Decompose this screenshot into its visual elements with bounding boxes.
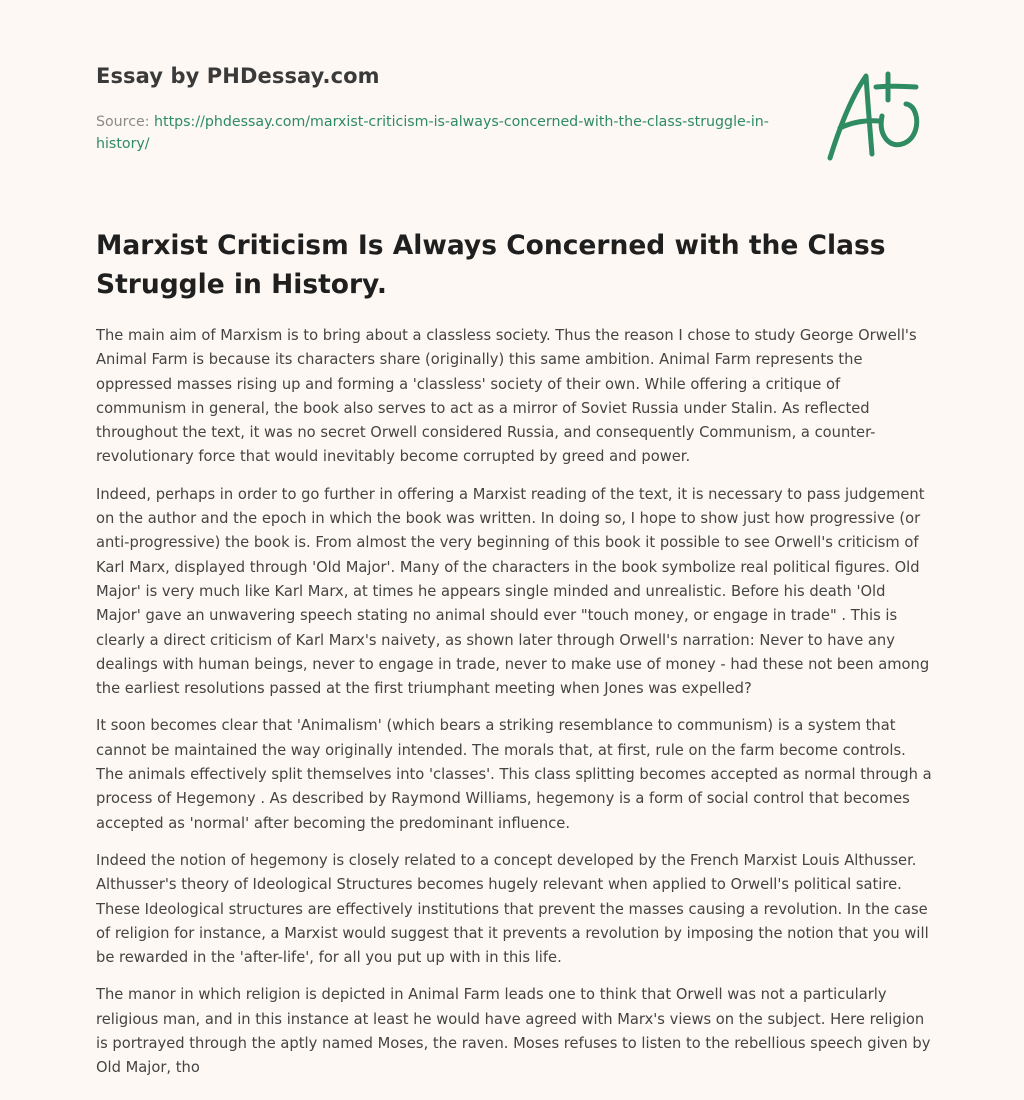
- source-line: [96, 111, 796, 155]
- essay-paragraph: Indeed the notion of hegemony is closely related to a concept developed by the French Marxist Louis Althusser. Althusser's theory of Ideological Structures becomes hugely relevant when applied to Orwell's political satire. These Ideological structures are effectively institutions that prevent the masses causing a revolution. In the case of religion for instance, a Marxist would suggest that it prevents a revolution by imposing the notion that you will be rewarded in the 'after-life', for all you put up with in this life.: [96, 851, 929, 967]
- source-label: Source:: [96, 114, 155, 130]
- a-plus-grade-icon: [822, 66, 930, 166]
- essay-title: Marxist Criticism Is Always Concerned with the Class Struggle in History.: [96, 230, 886, 300]
- essay-paragraph: The manor in which religion is depicted in Animal Farm leads one to think that Orwell was not a particularly religious man, and in this instance at least he would have agreed with Marx's views on the subject. Here religion is portrayed through the aptly named Moses, the raven. Moses refuses to listen to the rebellious speech given by Old Major, tho: [96, 986, 931, 1077]
- brand-title: Essay by PHDessay.com: [96, 64, 380, 88]
- essay-paragraph: It soon becomes clear that 'Animalism' (which bears a striking resemblance to communism) is a system that cannot be maintained the way originally intended. The morals that, at first, rule on the farm become controls. The animals effectively split themselves into 'classes'. This class splitting becomes accepted as normal through a process of Hegemony . As described by Raymond Williams, hegemony is a form of social control that becomes accepted as 'normal' after becoming the predominant influence.: [96, 717, 932, 832]
- essay-body: [96, 324, 932, 1094]
- source-link[interactable]: https://phdessay.com/marxist-criticism-is-always-concerned-with-the-class-struggle-in-history/: [96, 114, 769, 152]
- essay-header: [96, 64, 796, 155]
- essay-paragraph: The main aim of Marxism is to bring about a classless society. Thus the reason I chose to study George Orwell's Animal Farm is because its characters share (originally) this same ambition. Animal Farm represents the oppressed masses rising up and forming a 'classless' society of their own. While offering a critique of communism in general, the book also serves to act as a mirror of Soviet Russia under Stalin. As reflected throughout the text, it was no secret Orwell considered Russia, and consequently Communism, a counter-revolutionary force that would inevitably become corrupted by greed and power.: [96, 327, 917, 466]
- essay-paragraph: Indeed, perhaps in order to go further in offering a Marxist reading of the text, it is necessary to pass judgement on the author and the epoch in which the book was written. In doing so, I hope to show just how progressive (or anti-progressive) the book is. From almost the very beginning of this book it possible to see Orwell's criticism of Karl Marx, displayed through 'Old Major'. Many of the characters in the book symbolize real political figures. Old Major' is very much like Karl Marx, at times he appears single minded and unrealistic. Before his death 'Old Major' gave an unwavering speech stating no animal should ever "touch money, or engage in trade" . This is clearly a direct criticism of Karl Marx's naivety, as shown later through Orwell's narration: Never to have any dealings with human beings, never to engage in trade, never to make use of money - had these not been among the earliest resolutions passed at the first triumphant meeting when Jones was expelled?: [96, 485, 930, 698]
